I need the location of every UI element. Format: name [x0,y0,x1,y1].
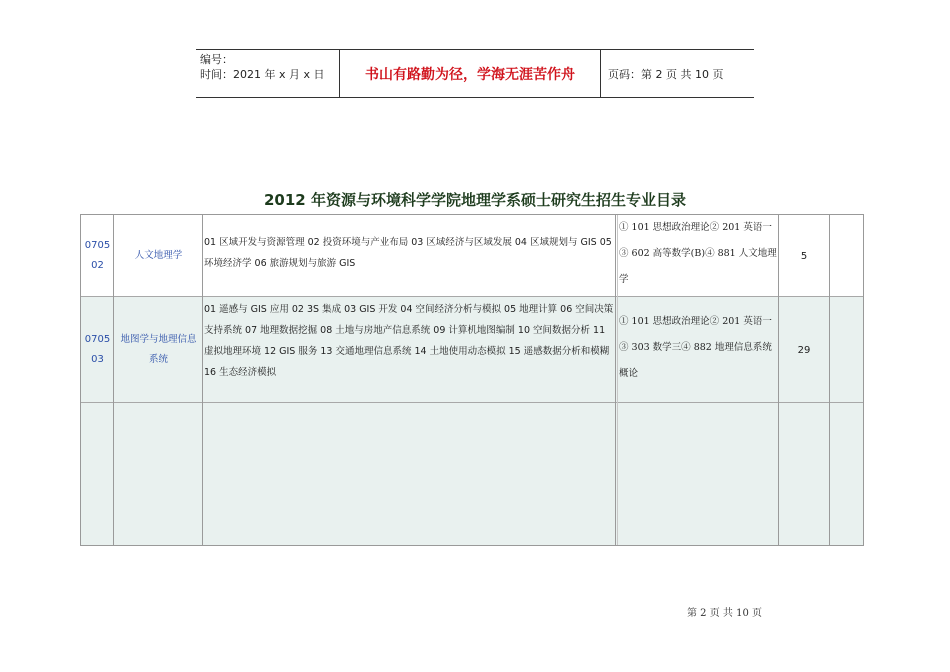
column-divider [202,215,203,545]
table-row [81,297,863,403]
program-code: 070503 [84,334,111,365]
column-divider [778,215,779,545]
program-name: 人文地理学 [134,250,183,261]
column-divider [617,215,618,545]
enrollment-quota: 29 [797,344,811,356]
program-code: 070502 [84,240,111,271]
time-label: 时间：2021 年 x 月 x 日 [200,68,325,81]
research-directions: 01 遥感与 GIS 应用 02 3S 集成 03 GIS 开发 04 空间经济分析与模拟 05 地理计算 06 空间决策支持系统 07 地理数据挖掘 08 土地与房地产信息系统 09 计算机地图编制 10 空间数据分析 11 虚拟地理环境 12 GIS 服务 13 交通地理信息系统 14 土地使用动态模拟 15 遥感数据分析和模糊 16 生态经济模拟 [204,304,614,378]
page-footer: 第 2 页 共 10 页 [687,608,762,619]
page-header [196,49,754,98]
table-row-empty [81,403,863,545]
header-motto: 书山有路勤为径，学海无涯苦作舟 [365,66,575,83]
column-divider [615,215,616,545]
document-title: 2012 年资源与环境科学学院地理学系硕士研究生招生专业目录 [264,191,686,209]
enrollment-quota: 5 [800,250,808,262]
exam-subjects: ① 101 思想政治理论② 201 英语一③ 602 高等数学(B)④ 881 人文地理学 [619,222,777,285]
number-label: 编号： [200,53,233,66]
header-divider [600,50,601,97]
column-divider [829,215,830,545]
column-divider [113,215,114,545]
exam-subjects: ① 101 思想政治理论② 201 英语一③ 303 数学三④ 882 地理信息系统概论 [619,316,772,379]
table-row [81,215,863,297]
header-page-number: 页码：第 2 页 共 10 页 [608,67,724,81]
research-directions: 01 区域开发与资源管理 02 投资环境与产业布局 03 区域经济与区域发展 04 区域规划与 GIS 05 环境经济学 06 旅游规划与旅游 GIS [204,237,612,269]
program-table [80,214,864,546]
program-name: 地图学与地理信息系统 [120,334,197,365]
header-meta [200,52,340,82]
